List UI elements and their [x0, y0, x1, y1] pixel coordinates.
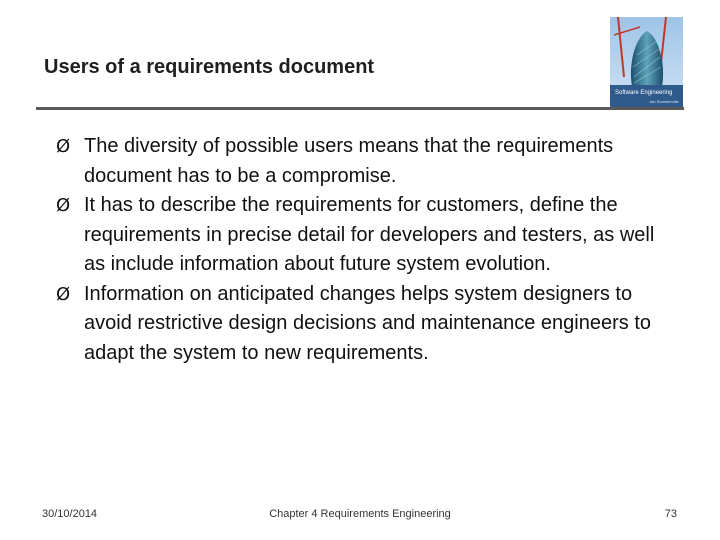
page-number: 73 — [664, 508, 677, 520]
book-cover-author: Ian Sommerville — [650, 99, 679, 104]
bullet-item — [56, 280, 676, 369]
slide-title: Users of a requirements document — [44, 56, 375, 78]
footer-date: 30/10/2014 — [42, 508, 98, 520]
bullet-list — [56, 132, 676, 368]
arrow-bullet-icon: Ø — [56, 283, 71, 305]
arrow-bullet-icon: Ø — [56, 195, 71, 216]
bullet-text: It has to describe the requirements for customers, define the requirements in precise detail for developers and testers, as well as include information about future system evolution. — [84, 194, 655, 275]
bullet-text: The diversity of possible users means that the requirements document has to be a compromise. — [84, 135, 614, 187]
footer-chapter: Chapter 4 Requirements Engineering — [269, 508, 451, 520]
bullet-item — [56, 191, 676, 280]
bullet-item — [56, 132, 676, 191]
title-divider — [36, 107, 684, 110]
bullet-text: Information on anticipated changes helps system designers to avoid restrictive design decisions and maintenance engineers to adapt the system to new requirements. — [84, 282, 652, 364]
book-cover-title: Software Engineering — [615, 90, 673, 96]
book-cover-image — [610, 17, 683, 107]
arrow-bullet-icon: Ø — [56, 136, 71, 157]
book-cover-art — [610, 17, 683, 107]
